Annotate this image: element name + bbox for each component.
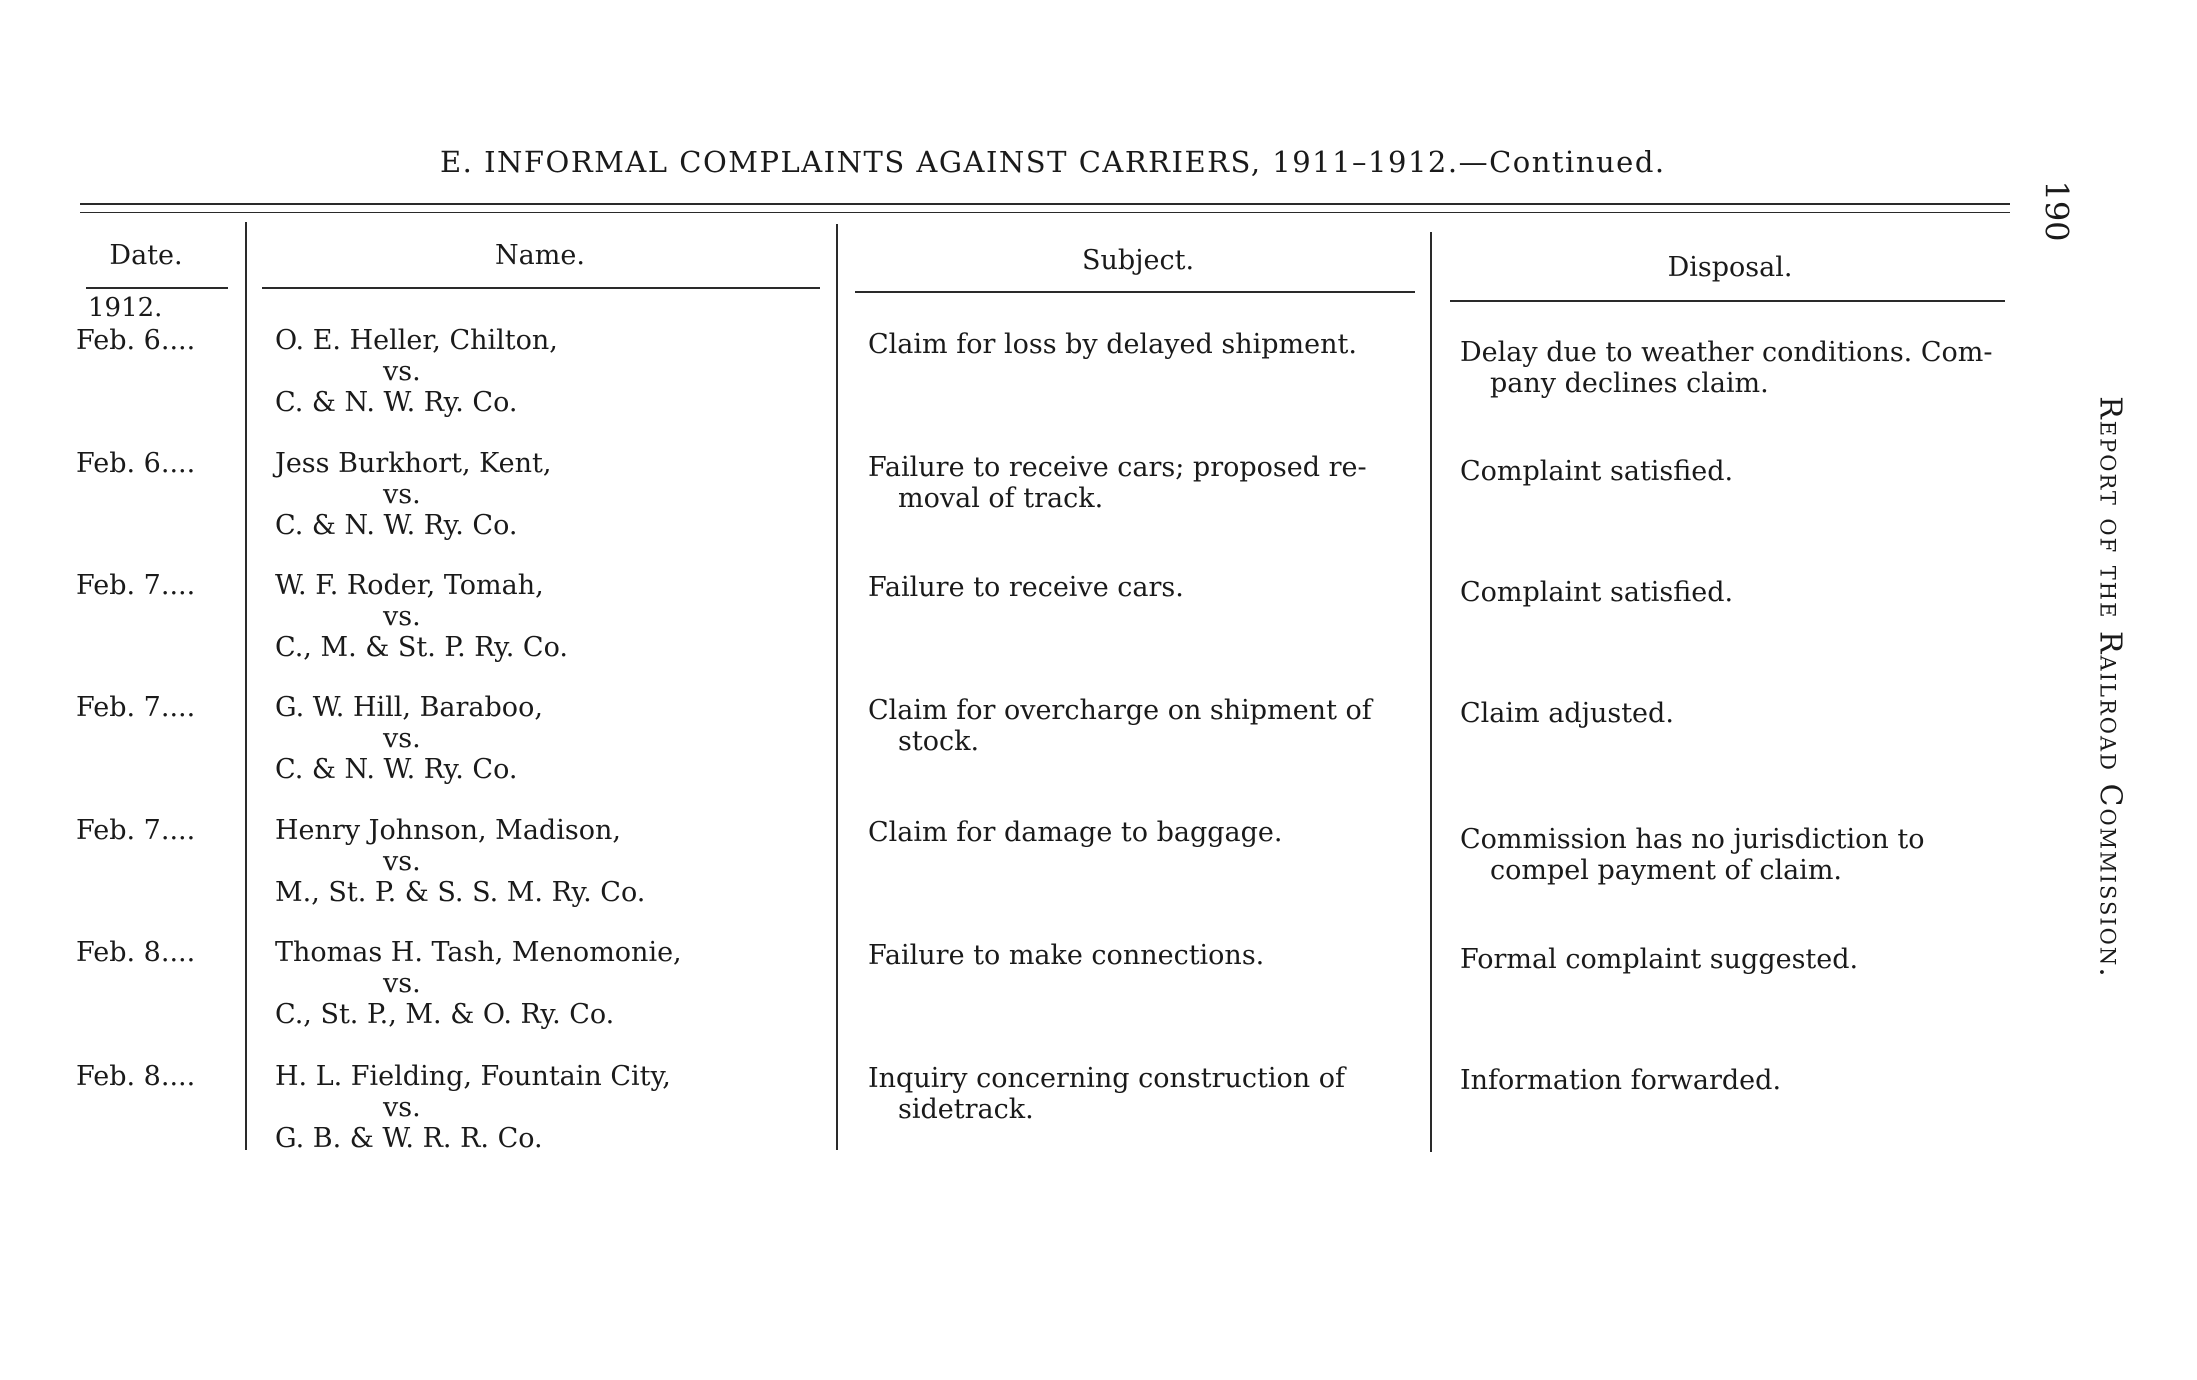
row-1-carrier: C. & N. W. Ry. Co. <box>275 387 518 418</box>
row-3-subject <box>868 572 1418 603</box>
row-4-subject <box>868 695 1418 757</box>
row-1-subject <box>868 329 1418 360</box>
row-6-complainant: Thomas H. Tash, Menomonie, <box>275 937 682 968</box>
column-separator-date-name <box>245 222 247 1150</box>
row-4-vs: vs. <box>383 723 421 754</box>
row-5-subject <box>868 817 1418 848</box>
row-5-disposal <box>1460 824 2020 886</box>
table-year: 1912. <box>88 293 163 323</box>
row-2-vs: vs. <box>383 479 421 510</box>
row-6-name <box>275 937 815 1030</box>
column-separator-name-subject <box>836 224 838 1150</box>
row-2-subject-line-1: Failure to receive cars; proposed re- <box>868 452 1367 483</box>
row-1-date: Feb. 6.... <box>76 325 196 356</box>
column-header-disposal-rule <box>1450 300 2005 302</box>
row-7-subject <box>868 1063 1418 1125</box>
row-1-disposal-line-2: pany declines claim. <box>1490 368 1769 399</box>
row-7-complainant: H. L. Fielding, Fountain City, <box>275 1061 671 1092</box>
row-1-disposal <box>1460 337 2020 399</box>
row-7-carrier: G. B. & W. R. R. Co. <box>275 1123 543 1154</box>
row-2-disposal <box>1460 456 2020 487</box>
row-5-carrier: M., St. P. & S. S. M. Ry. Co. <box>275 877 646 908</box>
row-3-vs: vs. <box>383 601 421 632</box>
row-4-name <box>275 692 815 785</box>
row-7-date: Feb. 8.... <box>76 1061 196 1092</box>
row-1-disposal-line-1: Delay due to weather conditions. Com- <box>1460 337 1993 368</box>
page-title: E. INFORMAL COMPLAINTS AGAINST CARRIERS, 1911–1912.—Continued. <box>440 145 1666 179</box>
row-7-name <box>275 1061 815 1154</box>
row-3-carrier: C., M. & St. P. Ry. Co. <box>275 632 568 663</box>
row-6-date: Feb. 8.... <box>76 937 196 968</box>
row-6-subject-line-1: Failure to make connections. <box>868 940 1265 971</box>
row-6-disposal <box>1460 944 2020 975</box>
row-5-subject-line-1: Claim for damage to baggage. <box>868 817 1283 848</box>
row-5-date: Feb. 7.... <box>76 815 196 846</box>
column-separator-subject-disposal <box>1430 232 1432 1152</box>
column-header-disposal: Disposal. <box>1667 252 1793 283</box>
page-number: 190 <box>2037 180 2076 242</box>
row-5-disposal-line-2: compel payment of claim. <box>1490 855 1843 886</box>
row-5-complainant: Henry Johnson, Madison, <box>275 815 621 846</box>
row-5-name <box>275 815 815 908</box>
row-2-subject-line-2: moval of track. <box>898 483 1104 514</box>
row-1-vs: vs. <box>383 356 421 387</box>
column-header-name: Name. <box>495 240 585 271</box>
column-header-subject-rule <box>855 291 1415 293</box>
row-4-subject-line-2: stock. <box>898 726 980 757</box>
row-6-vs: vs. <box>383 968 421 999</box>
row-2-carrier: C. & N. W. Ry. Co. <box>275 510 518 541</box>
row-3-complainant: W. F. Roder, Tomah, <box>275 570 544 601</box>
column-header-date: Date. <box>109 240 183 271</box>
row-6-subject <box>868 940 1418 971</box>
column-header-date-rule <box>86 287 228 289</box>
row-2-disposal-line-1: Complaint satisfied. <box>1460 456 1734 487</box>
row-1-name <box>275 325 815 418</box>
row-6-disposal-line-1: Formal complaint suggested. <box>1460 944 1859 975</box>
column-header-name-rule <box>262 287 820 289</box>
row-5-vs: vs. <box>383 846 421 877</box>
row-4-subject-line-1: Claim for overcharge on shipment of <box>868 695 1372 726</box>
row-1-complainant: O. E. Heller, Chilton, <box>275 325 558 356</box>
row-4-disposal-line-1: Claim adjusted. <box>1460 698 1674 729</box>
row-4-complainant: G. W. Hill, Baraboo, <box>275 692 543 723</box>
row-6-carrier: C., St. P., M. & O. Ry. Co. <box>275 999 615 1030</box>
row-7-disposal <box>1460 1065 2020 1096</box>
row-4-date: Feb. 7.... <box>76 692 196 723</box>
row-7-subject-line-1: Inquiry concerning construction of <box>868 1063 1346 1094</box>
row-2-complainant: Jess Burkhort, Kent, <box>275 448 552 479</box>
column-header-subject: Subject. <box>1081 245 1195 276</box>
row-7-disposal-line-1: Information forwarded. <box>1460 1065 1782 1096</box>
row-3-disposal-line-1: Complaint satisfied. <box>1460 577 1734 608</box>
row-4-disposal <box>1460 698 2020 729</box>
row-4-carrier: C. & N. W. Ry. Co. <box>275 754 518 785</box>
row-1-subject-line-1: Claim for loss by delayed shipment. <box>868 329 1357 360</box>
row-5-disposal-line-1: Commission has no jurisdiction to <box>1460 824 1925 855</box>
row-2-subject <box>868 452 1418 514</box>
row-3-date: Feb. 7.... <box>76 570 196 601</box>
row-3-name <box>275 570 815 663</box>
row-3-subject-line-1: Failure to receive cars. <box>868 572 1184 603</box>
row-7-subject-line-2: sidetrack. <box>898 1094 1034 1125</box>
header-rule-top <box>80 203 2010 205</box>
row-2-date: Feb. 6.... <box>76 448 196 479</box>
row-7-vs: vs. <box>383 1092 421 1123</box>
row-2-name <box>275 448 815 541</box>
header-rule-bottom <box>80 212 2010 213</box>
side-running-heading: Report of the Railroad Commission. <box>2092 396 2128 979</box>
row-3-disposal <box>1460 577 2020 608</box>
